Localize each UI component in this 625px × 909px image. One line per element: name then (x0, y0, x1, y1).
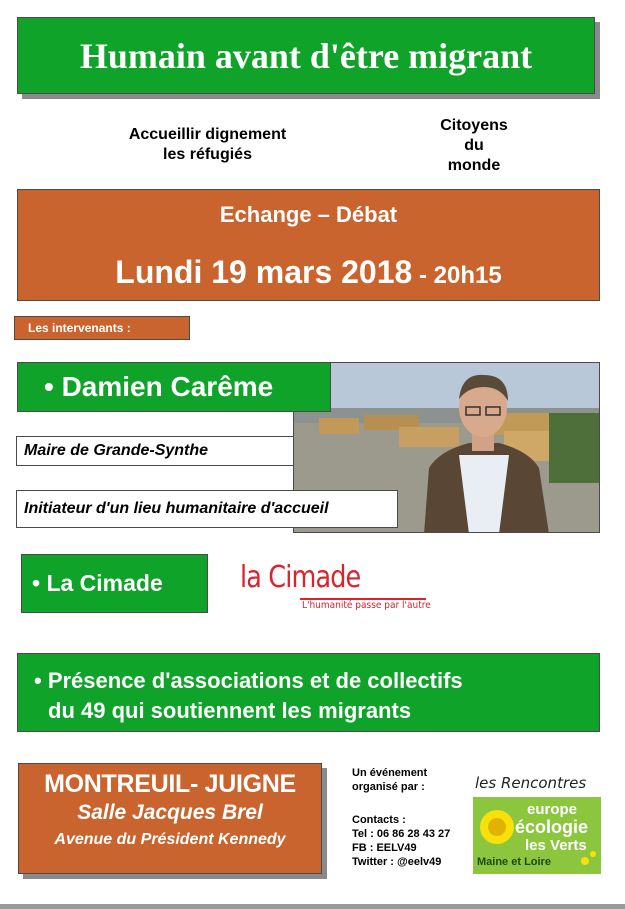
cimade-slogan: L'humanité passe par l'autre (302, 600, 431, 611)
bottom-divider (0, 904, 625, 909)
contact-block (352, 813, 482, 869)
organizer-line: organisé par : (352, 781, 425, 793)
presence-line: du 49 qui soutiennent les migrants (48, 698, 412, 723)
contact-fb: FB : EELV49 (352, 842, 417, 854)
tagline-left (100, 125, 315, 165)
organizer-label (352, 766, 462, 794)
presence-line: • Présence d'associations et de collectifs (34, 668, 463, 693)
cimade-logo (240, 558, 440, 618)
eelv-line-1: europe (527, 801, 578, 818)
cimade-wordmark: la Cimade (240, 560, 361, 595)
organizer-line: Un événement (352, 767, 428, 779)
speaker-2-name: • La Cimade (21, 554, 208, 613)
tagline-right-line: Citoyens (440, 117, 508, 134)
speaker-1-role: Maire de Grande-Synthe (16, 436, 294, 466)
presence-box (17, 653, 600, 732)
event-box (17, 189, 600, 301)
venue-box (18, 763, 322, 874)
venue-street: Avenue du Président Kennedy (54, 831, 286, 848)
event-time: 20h15 (433, 262, 502, 289)
event-separator: - (412, 262, 434, 289)
event-date-line (18, 254, 599, 291)
tagline-right-line: monde (447, 157, 501, 174)
rencontres-label: les Rencontres (475, 774, 587, 792)
contacts-label: Contacts : (352, 814, 406, 826)
contact-twitter: Twitter : @eelv49 (352, 856, 442, 868)
event-date: Lundi 19 mars 2018 (115, 254, 413, 290)
venue-city: MONTREUIL- JUIGNE (44, 770, 296, 798)
eelv-logo (473, 797, 601, 874)
event-type: Echange – Débat (219, 202, 398, 227)
speaker-1-name: • Damien Carême (17, 362, 331, 412)
eelv-line-4: Maine et Loire (477, 856, 551, 868)
contact-tel: Tel : 06 86 28 43 27 (352, 828, 451, 840)
speaker-1-role: Initiateur d'un lieu humanitaire d'accueil (16, 490, 398, 528)
venue-hall: Salle Jacques Brel (77, 801, 263, 824)
tagline-left-line: les réfugiés (163, 146, 252, 163)
tagline-left-line: Accueillir dignement (128, 126, 287, 143)
speakers-label: Les intervenants : (14, 316, 190, 340)
eelv-line-2: écologie (515, 817, 589, 837)
eelv-line-3: les Verts (525, 837, 587, 854)
tagline-right (415, 116, 533, 176)
tagline-right-line: du (464, 137, 484, 154)
poster-title: Humain avant d'être migrant (17, 17, 595, 94)
